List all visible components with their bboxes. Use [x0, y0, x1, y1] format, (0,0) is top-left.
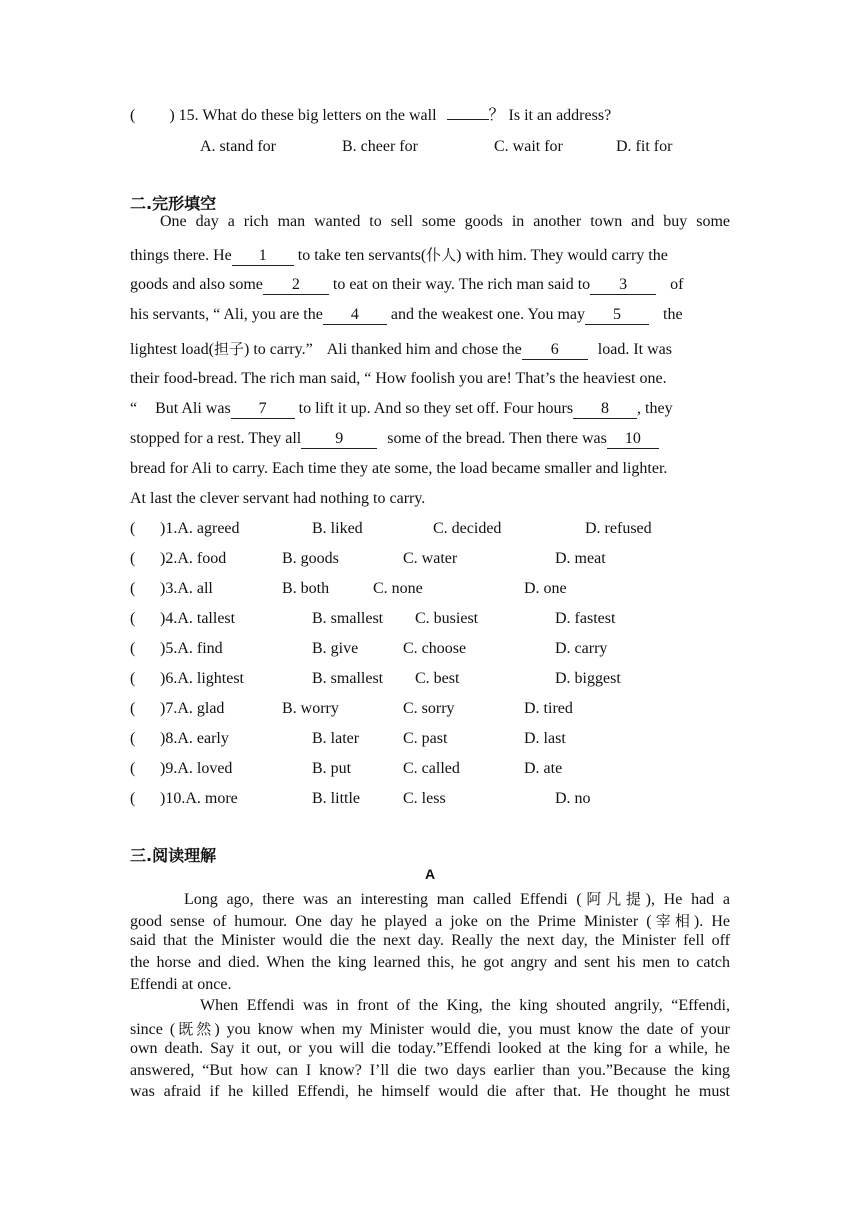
cloze-q10-option-a: )10.A. more	[160, 790, 238, 807]
cloze-blank-3[interactable]: 3	[590, 276, 656, 295]
cloze-q9-option-b: B. put	[312, 760, 352, 777]
reading-line-4: the horse and died. When the king learned this, he got angry and sent his men to catch	[130, 954, 730, 971]
cloze-blank-2[interactable]: 2	[263, 276, 329, 295]
cloze-q4-option-a: )4.A. tallest	[160, 610, 236, 627]
cloze-q3-option-c: C. none	[373, 580, 423, 597]
question-15-stem-end: ？ Is it an address?	[488, 107, 612, 124]
chinese-gloss: 宰相	[651, 912, 694, 930]
cloze-text: “	[130, 400, 138, 417]
cloze-blank-5[interactable]: 5	[585, 306, 649, 325]
answer-paren[interactable]: (	[130, 640, 136, 657]
cloze-q1-option-b: B. liked	[312, 520, 363, 537]
q15-option-c: C. wait for	[494, 138, 563, 155]
reading-line-1	[184, 888, 730, 909]
cloze-q3-option-b: B. both	[282, 580, 330, 597]
cloze-q4-option-b: B. smallest	[312, 610, 384, 627]
reading-text: good sense of humour. One day he played a joke on the Prime Minister (	[130, 913, 652, 930]
cloze-q5-option-c: C. choose	[403, 640, 467, 657]
cloze-line-4	[130, 306, 683, 325]
cloze-q4-option-c: C. busiest	[415, 610, 479, 627]
passage-label: A	[424, 866, 436, 882]
cloze-text: ) to carry.”	[244, 341, 313, 358]
cloze-line-9: bread for Ali to carry. Each time they ate some, the load became smaller and lighter.	[130, 460, 668, 477]
cloze-q2-option-a: )2.A. food	[160, 550, 227, 567]
cloze-chinese-gloss: 担子	[213, 340, 244, 358]
cloze-q9-option-d: D. ate	[524, 760, 563, 777]
cloze-q8-option-c: C. past	[403, 730, 448, 747]
q15-option-b: B. cheer for	[342, 138, 418, 155]
cloze-blank-9[interactable]: 9	[301, 430, 377, 449]
reading-heading: 三.阅读理解	[130, 846, 217, 865]
question-15-stem: 15. What do these big letters on the wall	[178, 107, 437, 124]
cloze-blank-8[interactable]: 8	[573, 400, 637, 419]
cloze-blank-7[interactable]: 7	[231, 400, 295, 419]
reading-line-7	[130, 1018, 730, 1039]
chinese-gloss: 阿凡提	[581, 890, 646, 908]
cloze-blank-4[interactable]: 4	[323, 306, 387, 325]
cloze-line-5	[130, 338, 672, 360]
cloze-text: , they	[637, 400, 673, 417]
question-15-blank[interactable]	[447, 119, 489, 120]
cloze-q5-option-a: )5.A. find	[160, 640, 223, 657]
cloze-line-10: At last the clever servant had nothing to carry.	[130, 490, 426, 507]
cloze-q6-option-b: B. smallest	[312, 670, 384, 687]
reading-text: ), He had a	[645, 891, 730, 908]
cloze-line-3	[130, 276, 683, 295]
cloze-q2-option-d: D. meat	[555, 550, 606, 567]
cloze-line-7	[130, 400, 673, 419]
cloze-text: of	[670, 276, 684, 293]
cloze-text: his servants, “ Ali, you are the	[130, 306, 323, 323]
cloze-q2-option-b: B. goods	[282, 550, 339, 567]
cloze-heading: 二.完形填空	[130, 194, 217, 213]
answer-paren[interactable]: (	[130, 730, 136, 747]
cloze-q9-option-a: )9.A. loved	[160, 760, 233, 777]
cloze-line-6: their food-bread. The rich man said, “ How foolish you are! That’s the heaviest one.	[130, 370, 667, 387]
cloze-q1-option-c: C. decided	[433, 520, 502, 537]
cloze-chinese-gloss: 仆人	[426, 246, 457, 264]
reading-text: since (	[130, 1021, 176, 1038]
q15-option-a: A. stand for	[200, 138, 276, 155]
cloze-line-2	[130, 244, 668, 266]
cloze-text: to eat on their way. The rich man said to	[332, 276, 591, 293]
cloze-text: But Ali was	[155, 400, 231, 417]
cloze-q1-option-a: )1.A. agreed	[160, 520, 240, 537]
cloze-q5-option-d: D. carry	[555, 640, 608, 657]
cloze-text: some of the bread. Then there was	[387, 430, 607, 447]
reading-text: ). He	[693, 913, 730, 930]
answer-paren[interactable]: (	[130, 760, 136, 777]
answer-paren[interactable]: (	[130, 520, 136, 537]
cloze-text: load. It was	[597, 341, 672, 358]
cloze-text: lightest load(	[130, 341, 214, 358]
reading-line-6: When Effendi was in front of the King, the king shouted angrily, “Effendi,	[200, 997, 730, 1014]
cloze-blank-6[interactable]: 6	[522, 341, 588, 360]
cloze-q10-option-d: D. no	[555, 790, 591, 807]
cloze-q3-option-d: D. one	[524, 580, 567, 597]
cloze-line-1: One day a rich man wanted to sell some goods in another town and buy some	[160, 213, 730, 230]
answer-paren[interactable]: (	[130, 700, 136, 717]
answer-paren[interactable]: (	[130, 670, 136, 687]
cloze-q2-option-c: C. water	[403, 550, 458, 567]
cloze-q4-option-d: D. fastest	[555, 610, 616, 627]
cloze-text: to lift it up. And so they set off. Four hours	[298, 400, 574, 417]
cloze-text: things there. He	[130, 247, 232, 264]
cloze-q3-option-a: )3.A. all	[160, 580, 213, 597]
cloze-text: to take ten servants(	[297, 247, 427, 264]
cloze-text: and the weakest one. You may	[390, 306, 586, 323]
cloze-text: the	[663, 306, 683, 323]
cloze-q7-option-b: B. worry	[282, 700, 339, 717]
cloze-blank-10[interactable]: 10	[607, 430, 659, 449]
q15-option-d: D. fit for	[616, 138, 673, 155]
answer-paren[interactable]: (	[130, 580, 136, 597]
reading-text: ) you know when my Minister would die, you must know the date of your	[214, 1021, 730, 1038]
reading-line-8: own death. Say it out, or you will die today.”Effendi looked at the king for a while, he	[130, 1040, 730, 1057]
cloze-text: ) with him. They would carry the	[456, 247, 668, 264]
cloze-q8-option-a: )8.A. early	[160, 730, 229, 747]
cloze-q7-option-a: )7.A. glad	[160, 700, 225, 717]
cloze-q7-option-c: C. sorry	[403, 700, 455, 717]
cloze-blank-1[interactable]: 1	[232, 247, 294, 266]
reading-line-9: answered, “But how can I know? I’ll die two days earlier than you.”Because the king	[130, 1062, 730, 1079]
answer-paren-close: )	[169, 107, 175, 124]
cloze-q10-option-c: C. less	[403, 790, 446, 807]
cloze-text: goods and also some	[130, 276, 263, 293]
cloze-q6-option-a: )6.A. lightest	[160, 670, 244, 687]
cloze-text: stopped for a rest. They all	[130, 430, 302, 447]
answer-paren[interactable]: (	[130, 790, 136, 807]
cloze-q6-option-c: C. best	[415, 670, 460, 687]
cloze-q8-option-d: D. last	[524, 730, 566, 747]
answer-paren-open: (	[130, 107, 136, 124]
reading-text: Long ago, there was an interesting man called Effendi (	[184, 891, 582, 908]
cloze-q5-option-b: B. give	[312, 640, 359, 657]
cloze-q7-option-d: D. tired	[524, 700, 573, 717]
answer-paren[interactable]: (	[130, 610, 136, 627]
cloze-q10-option-b: B. little	[312, 790, 360, 807]
cloze-q9-option-c: C. called	[403, 760, 460, 777]
chinese-gloss: 既然	[175, 1020, 215, 1038]
cloze-q1-option-d: D. refused	[585, 520, 652, 537]
cloze-q8-option-b: B. later	[312, 730, 360, 747]
cloze-line-8	[130, 430, 659, 449]
reading-line-5: Effendi at once.	[130, 976, 232, 993]
answer-paren[interactable]: (	[130, 550, 136, 567]
reading-line-10: was afraid if he killed Effendi, he himself would die after that. He thought he must	[130, 1083, 730, 1100]
reading-line-2	[130, 910, 730, 931]
cloze-q6-option-d: D. biggest	[555, 670, 621, 687]
reading-line-3: said that the Minister would die the next day. Really the next day, the Minister fell off	[130, 932, 730, 949]
cloze-text: Ali thanked him and chose the	[326, 341, 522, 358]
question-15	[130, 106, 611, 126]
